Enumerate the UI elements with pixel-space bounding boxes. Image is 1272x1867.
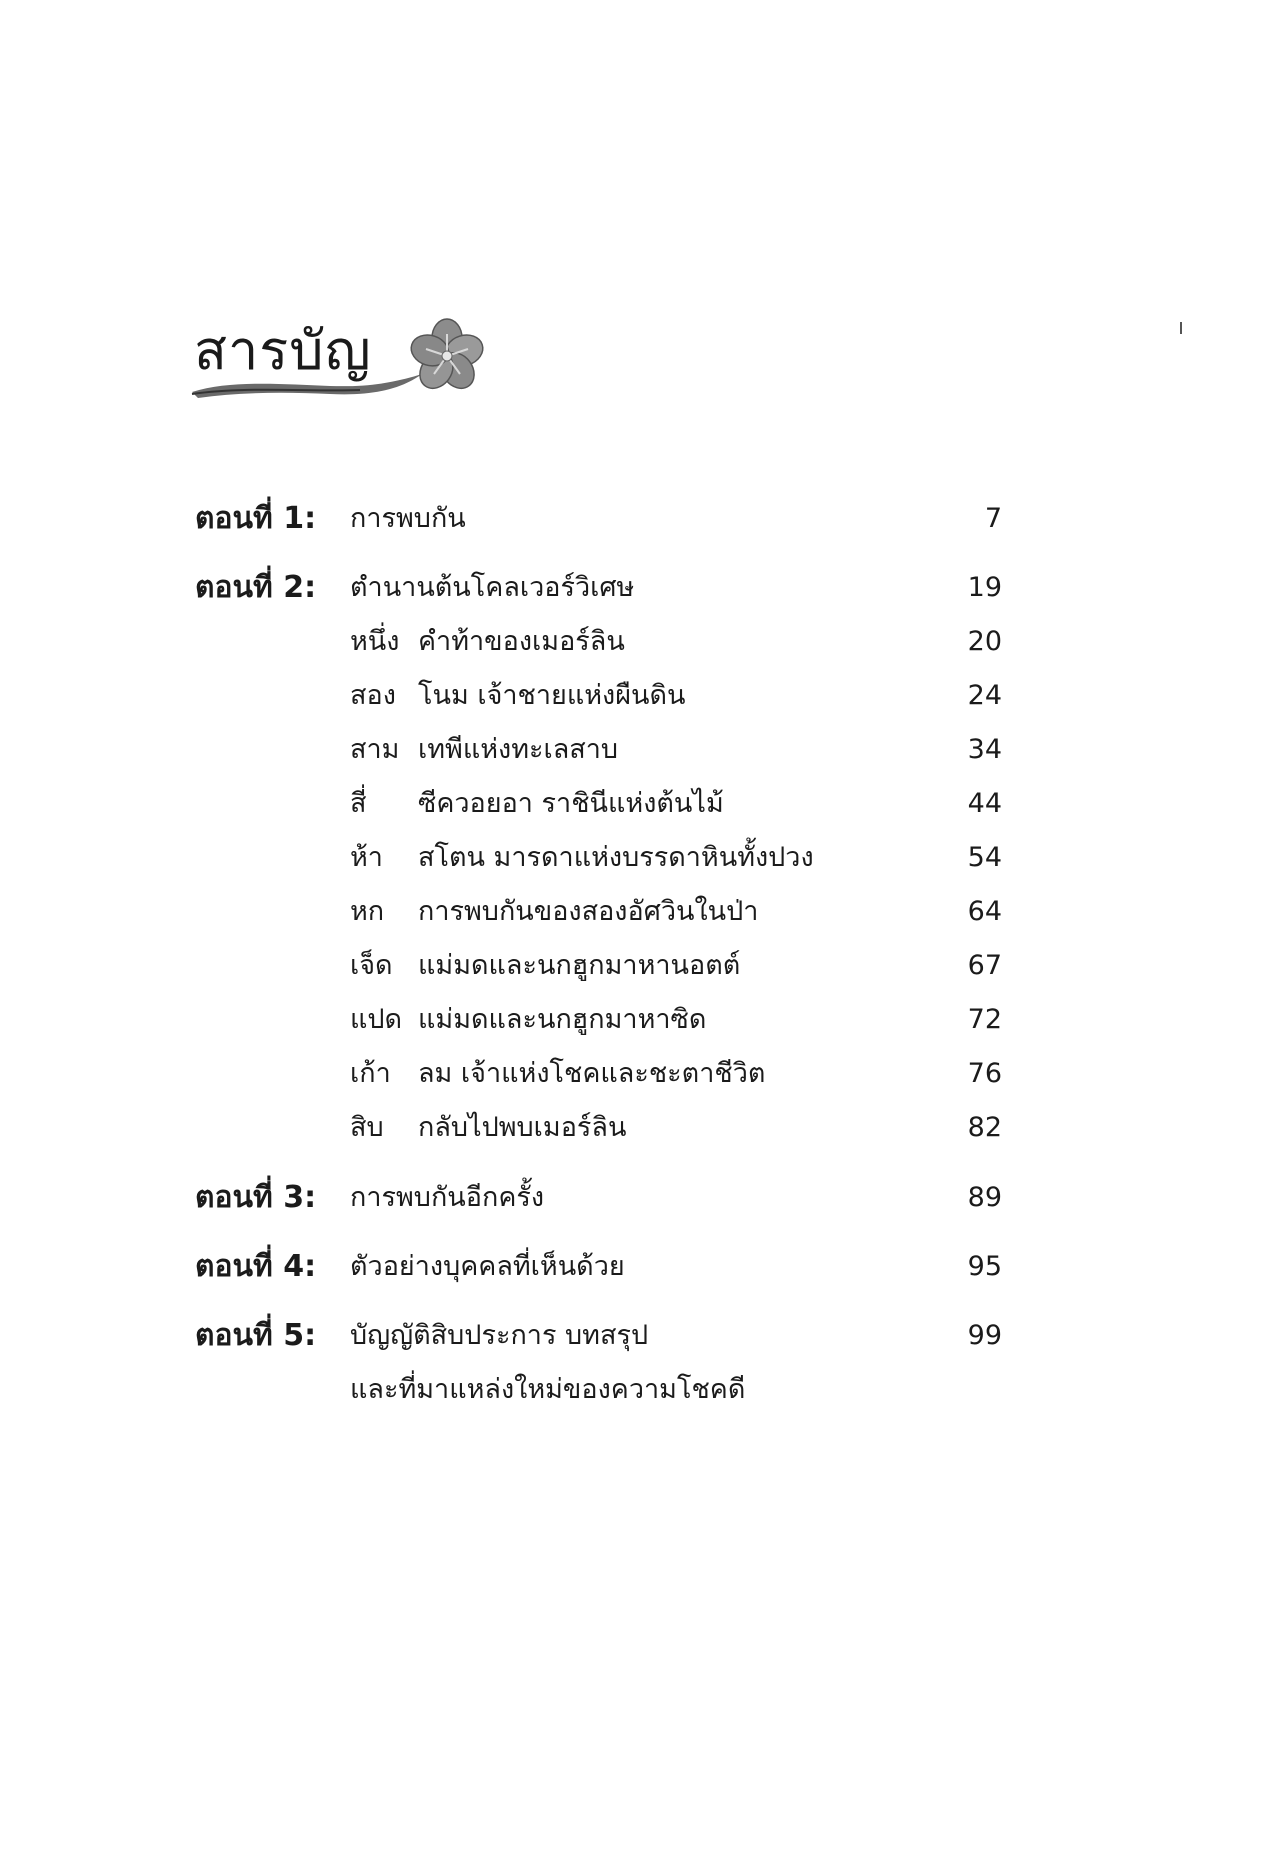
page-number: 64 — [967, 896, 1002, 927]
toc-chapter-row[interactable] — [0, 725, 1272, 775]
toc-part-continuation — [0, 1365, 1272, 1415]
chapter-number: เจ็ด — [350, 950, 393, 981]
toc-part-row[interactable] — [0, 1173, 1272, 1223]
chapter-title: แม่มดและนกฮูกมาหาซิด — [418, 1004, 707, 1035]
chapter-title: กลับไปพบเมอร์ลิน — [418, 1112, 627, 1143]
toc-chapter-row[interactable] — [0, 1049, 1272, 1099]
chapter-number: ห้า — [350, 842, 383, 873]
chapter-number: เก้า — [350, 1058, 391, 1089]
page-number: 89 — [967, 1182, 1002, 1213]
page-number: 67 — [967, 950, 1002, 981]
chapter-title: แม่มดและนกฮูกมาหานอตต์ — [418, 950, 741, 981]
chapter-title: สโตน มารดาแห่งบรรดาหินทั้งปวง — [418, 842, 814, 873]
toc-chapter-row[interactable] — [0, 671, 1272, 721]
page-title: สารบัญ — [194, 319, 372, 382]
page-number: 99 — [967, 1320, 1002, 1351]
chapter-title: เทพีแห่งทะเลสาบ — [418, 734, 619, 765]
chapter-title: โนม เจ้าชายแห่งผืนดิน — [418, 680, 686, 711]
page-number: 72 — [967, 1004, 1002, 1035]
part-title: บัญญัติสิบประการ บทสรุป — [350, 1320, 649, 1351]
chapter-number: หนึ่ง — [350, 626, 400, 657]
toc-chapter-row[interactable] — [0, 887, 1272, 937]
toc-chapter-row[interactable] — [0, 941, 1272, 991]
page-number: 44 — [967, 788, 1002, 819]
chapter-number: แปด — [350, 1004, 403, 1035]
part-title: การพบกันอีกครั้ง — [350, 1182, 545, 1213]
page-number: 20 — [967, 626, 1002, 657]
toc-chapter-row[interactable] — [0, 617, 1272, 667]
page-number: 24 — [967, 680, 1002, 711]
page-number: 95 — [967, 1251, 1002, 1282]
chapter-number: หก — [350, 896, 385, 927]
page-number: 76 — [967, 1058, 1002, 1089]
toc-part-row[interactable] — [0, 1311, 1272, 1361]
toc-chapter-row[interactable] — [0, 995, 1272, 1045]
part-label: ตอนที่ 5: — [195, 1318, 317, 1353]
part-label: ตอนที่ 1: — [195, 501, 317, 536]
part-label: ตอนที่ 2: — [195, 570, 317, 605]
chapter-number: สี่ — [350, 788, 367, 819]
chapter-title: ซีควอยอา ราชินีแห่งต้นไม้ — [418, 788, 724, 819]
part-title-continuation: และที่มาแหล่งใหม่ของความโชคดี — [350, 1374, 746, 1405]
part-title: การพบกัน — [350, 503, 466, 534]
toc-chapter-row[interactable] — [0, 779, 1272, 829]
chapter-title: การพบกันของสองอัศวินในป่า — [418, 896, 759, 927]
chapter-title: ลม เจ้าแห่งโชคและชะตาชีวิต — [418, 1058, 766, 1089]
page-number: 7 — [984, 503, 1002, 534]
page-number: 34 — [967, 734, 1002, 765]
toc-part-row[interactable] — [0, 1242, 1272, 1292]
part-title: ตำนานต้นโคลเวอร์วิเศษ — [350, 572, 635, 603]
chapter-title: คำท้าของเมอร์ลิน — [418, 626, 625, 657]
toc-part-row[interactable] — [0, 494, 1272, 544]
toc-chapter-row[interactable] — [0, 833, 1272, 883]
page-number: 19 — [967, 572, 1002, 603]
page-number: 82 — [967, 1112, 1002, 1143]
toc-part-row[interactable] — [0, 563, 1272, 613]
chapter-number: สิบ — [350, 1112, 384, 1143]
chapter-number: สาม — [350, 734, 400, 765]
page-number: 54 — [967, 842, 1002, 873]
chapter-number: สอง — [350, 680, 396, 711]
part-label: ตอนที่ 3: — [195, 1180, 317, 1215]
part-label: ตอนที่ 4: — [195, 1249, 317, 1284]
toc-chapter-row[interactable] — [0, 1103, 1272, 1153]
part-title: ตัวอย่างบุคคลที่เห็นด้วย — [350, 1251, 625, 1282]
